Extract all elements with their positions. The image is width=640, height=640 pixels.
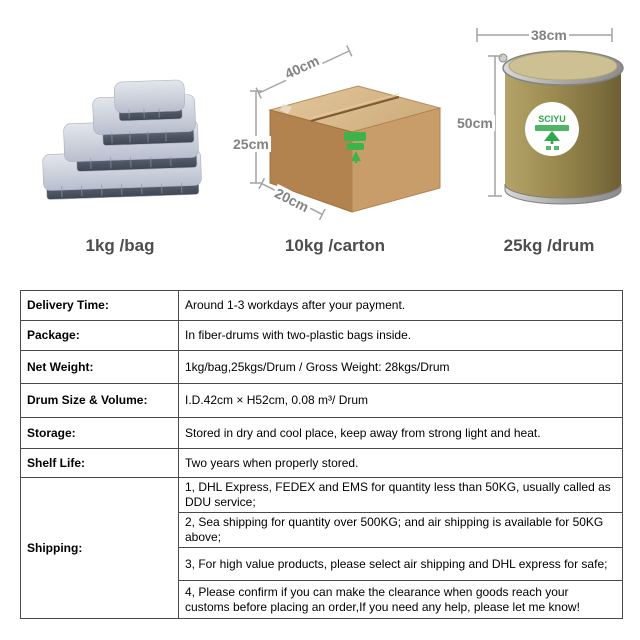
drum-lid bbox=[509, 52, 617, 80]
drum-logo bbox=[525, 102, 579, 156]
shipping-item: 1, DHL Express, FEDEX and EMS for quantity less than 50KG, usually called as DDU service; bbox=[179, 478, 623, 513]
shipping-item: 2, Sea shipping for quantity over 500KG; and air shipping is available for 50KG above; bbox=[179, 513, 623, 548]
spec-row-label: Net Weight: bbox=[21, 351, 179, 384]
spec-row-value: In fiber-drums with two-plastic bags inside. bbox=[179, 321, 623, 351]
carton-width-label: 40cm bbox=[282, 52, 322, 82]
shipping-item: 3, For high value products, please select air shipping and DHL express for safe; bbox=[179, 548, 623, 581]
table-row bbox=[21, 351, 623, 384]
drum-clamp bbox=[499, 54, 507, 62]
spec-row-label: Package: bbox=[21, 321, 179, 351]
spec-row-value: Two years when properly stored. bbox=[179, 449, 623, 478]
spec-row-value: Around 1-3 workdays after your payment. bbox=[179, 291, 623, 321]
table-row bbox=[21, 291, 623, 321]
spec-row-value: 1kg/bag,25kgs/Drum / Gross Weight: 28kgs/Drum bbox=[179, 351, 623, 384]
spec-row-label: Storage: bbox=[21, 418, 179, 449]
table-row bbox=[21, 418, 623, 449]
spec-row-value: I.D.42cm × H52cm, 0.08 m³/ Drum bbox=[179, 384, 623, 418]
spec-row-label: Drum Size & Volume: bbox=[21, 384, 179, 418]
table-row bbox=[21, 321, 623, 351]
carton-depth-label: 20cm bbox=[272, 184, 312, 216]
drum-diameter-label: 38cm bbox=[531, 27, 567, 43]
drum-logo-text: SCIYU bbox=[538, 114, 566, 124]
spec-row-label: Delivery Time: bbox=[21, 291, 179, 321]
table-row bbox=[21, 478, 623, 513]
bag-tray-4 bbox=[114, 80, 185, 121]
carton-height-label: 25cm bbox=[233, 136, 269, 152]
spec-row-label-shipping: Shipping: bbox=[21, 478, 179, 619]
spec-row-label: Shelf Life: bbox=[21, 449, 179, 478]
bag-caption: 1kg /bag bbox=[85, 236, 155, 255]
spec-table bbox=[20, 290, 623, 619]
table-row bbox=[21, 384, 623, 418]
drum-caption: 25kg /drum bbox=[503, 236, 595, 255]
carton-caption: 10kg /carton bbox=[284, 236, 386, 255]
spec-row-value: Stored in dry and cool place, keep away from strong light and heat. bbox=[179, 418, 623, 449]
drum-height-label: 50cm bbox=[457, 115, 493, 131]
table-row bbox=[21, 449, 623, 478]
product-showcase bbox=[0, 0, 640, 290]
shipping-item: 4, Please confirm if you can make the clearance when goods reach your customs before placing an order,If you need any help, please let me know! bbox=[179, 581, 623, 619]
foil-bag-stack-illustration bbox=[30, 70, 210, 205]
